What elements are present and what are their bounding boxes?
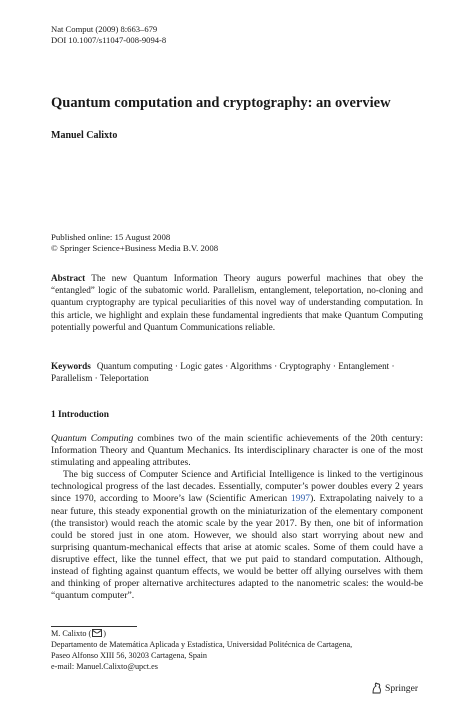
paragraph-1-text: combines two of the main scientific achievements of the 20th century: Information Theory and Quantum Mechanics. Its interdisciplinary character is one of the most stimulating and appealing attributes. bbox=[51, 433, 423, 469]
journal-citation: Nat Comput (2009) 8:663–679 bbox=[51, 24, 158, 34]
springer-logo bbox=[371, 682, 418, 694]
paragraph-2-text-a: The big success of Computer Science and Artificial Intelligence is linked to the vertiginous technological progress of the last decades. Essentially, computer’s power doubles every 2 years since 1970, according to Moore’s law (Scientific American bbox=[51, 469, 423, 505]
paragraph-2-text-b: ). Extrapolating naively to a near future, this steady exponential growth on the miniaturization of the elementary component (the transistor) would reach the atomic scale by the year 2017. By then, one bit of information could be stored just in one atom. However, we should also start worrying about new and surprising quantum-mechanical effects that arise at atomic scales. Some of them could have a disruptive effect, like the tunnel effect, that we put paid to standard computation. Although, instead of fighting against quantum effects, we would be better off allying ourselves with them and thinking of proper alternative architectures adapted to the nanometric scales: the would-be “quantum computer”. bbox=[51, 493, 423, 602]
copyright: © Springer Science+Business Media B.V. 2008 bbox=[51, 243, 219, 253]
abstract-label: Abstract bbox=[51, 273, 86, 283]
footnote-divider bbox=[51, 626, 137, 627]
keywords bbox=[51, 360, 423, 384]
affiliation-line-1: Departamento de Matemática Aplicada y Estadística, Universidad Politécnica de Cartagena, bbox=[51, 640, 353, 649]
section-body bbox=[51, 433, 423, 602]
author-name: Manuel Calixto bbox=[51, 130, 118, 141]
journal-header bbox=[51, 24, 166, 46]
footnote-name-end: ) bbox=[103, 629, 106, 638]
keywords-label: Keywords bbox=[51, 361, 91, 371]
section-heading: 1 Introduction bbox=[51, 410, 109, 420]
paragraph-2 bbox=[51, 469, 423, 602]
springer-horse-icon bbox=[371, 682, 382, 694]
affiliation-line-2: Paseo Alfonso XIII 56, 30203 Cartagena, Spain bbox=[51, 651, 207, 660]
footnote-name: M. Calixto ( bbox=[51, 629, 92, 638]
published-date: Published online: 15 August 2008 bbox=[51, 232, 171, 242]
footnote-author bbox=[51, 628, 431, 639]
paper-title: Quantum computation and cryptography: an overview bbox=[51, 95, 391, 111]
publication-info bbox=[51, 232, 218, 254]
keywords-text: Quantum computing · Logic gates · Algorithms · Cryptography · Entanglement · Parallelism · Teleportation bbox=[51, 361, 395, 384]
envelope-icon bbox=[92, 629, 102, 637]
abstract bbox=[51, 272, 423, 333]
abstract-text: The new Quantum Information Theory augurs powerful machines that obey the “entangled” logic of the subatomic world. Parallelism, entanglement, teleportation, no-cloning and quantum cryptography are typical peculiarities of this novel way of understanding computation. In this article, we highlight and explain these fundamental ingredients that make Quantum Computing potentially powerful and Quantum Communications reliable. bbox=[51, 273, 423, 332]
doi: DOI 10.1007/s11047-008-9094-8 bbox=[51, 35, 167, 45]
paragraph-1 bbox=[51, 433, 423, 469]
springer-logo-text: Springer bbox=[385, 682, 419, 694]
citation-link[interactable]: 1997 bbox=[290, 493, 311, 505]
email-line: e-mail: Manuel.Calixto@upct.es bbox=[51, 662, 158, 671]
paragraph-1-emphasis: Quantum Computing bbox=[51, 433, 134, 444]
author-footnote bbox=[51, 628, 431, 672]
